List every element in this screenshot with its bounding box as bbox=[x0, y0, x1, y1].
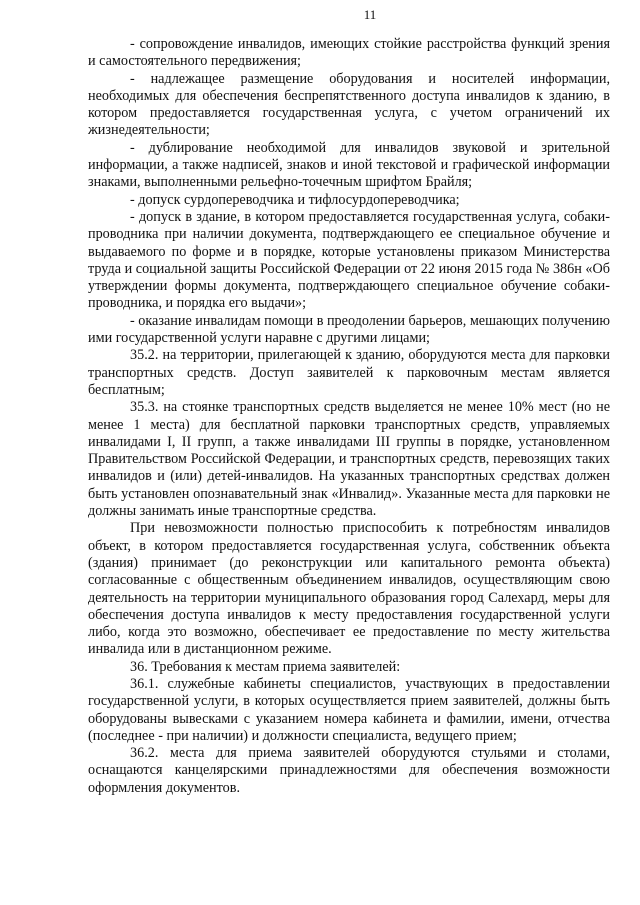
page-number: 11 bbox=[363, 7, 377, 22]
paragraph-equipment-placement: - надлежащее размещение оборудования и носителей информации, необходимых для обеспечения беспрепятственного доступа инвалидов к зданию, в котором предоставляется государственная услуга, с учетом ограничений их жизнедеятельности; bbox=[88, 70, 610, 139]
paragraph-sign-interpreter: - допуск сурдопереводчика и тифлосурдопереводчика; bbox=[130, 191, 460, 208]
paragraph-36: 36. Требования к местам приема заявителей: bbox=[130, 658, 401, 675]
paragraph-35-3: 35.3. на стоянке транспортных средств выделяется не менее 10% мест (но не менее 1 места) для бесплатной парковки транспортных средств, управляемых инвалидами I, II групп, а также инвалидами III группы в порядке, установленном Правительством Российской Федерации, и транспортных средств, перевозящих таких инвалидов и (или) детей-инвалидов. На указанных транспортных средствах должен быть установлен опознавательный знак «Инвалид». Указанные места для парковки не должны занимать иные транспортные средства. bbox=[88, 399, 610, 520]
paragraph-guide-dog: - допуск в здание, в котором предоставляется государственная услуга, собаки-проводника при наличии документа, подтверждающего ее специальное обучение и выдаваемого по форме и в порядке, которые установлены приказом Министерства труда и социальной защиты Российской Федерации от 22 июня 2015 года № 386н «Об утверждении формы документа, подтверждающего специальное обучение собаки-проводника, и порядка его выдачи»; bbox=[88, 208, 610, 312]
paragraph-36-2: 36.2. места для приема заявителей оборудуются стульями и столами, оснащаются канцелярскими принадлежностями для обеспечения возможности оформления документов. bbox=[88, 745, 610, 796]
paragraph-barrier-assistance: - оказание инвалидам помощи в преодолении барьеров, мешающих получению ими государственной услуги наравне с другими лицами; bbox=[88, 312, 610, 347]
paragraph-inaccessible-object: При невозможности полностью приспособить к потребностям инвалидов объект, в котором предоставляется государственная услуга, собственник объекта (здания) принимает (до реконструкции или капитального ремонта объекта) согласованные с общественным объединением инвалидов, осуществляющим свою деятельность на территории муниципального образования город Салехард, меры для обеспечения доступа инвалидов к месту предоставления государственной услуги либо, когда это возможно, обеспечивает ее предоставление по месту жительства инвалида или в дистанционном режиме. bbox=[88, 520, 610, 658]
paragraph-information-duplication: - дублирование необходимой для инвалидов звуковой и зрительной информации, а также надписей, знаков и иной текстовой и графической информации знаками, выполненными рельефно-точечным шрифтом Брайля; bbox=[88, 139, 610, 191]
paragraph-escort-disabled: - сопровождение инвалидов, имеющих стойкие расстройства функций зрения и самостоятельного передвижения; bbox=[88, 36, 610, 70]
document-body bbox=[88, 36, 610, 797]
paragraph-36-1: 36.1. служебные кабинеты специалистов, участвующих в предоставлении государственной услуги, в которых осуществляется прием заявителей, должны быть оборудованы вывесками с указанием номера кабинета и фамилии, имени, отчества (последнее - при наличии) и должности специалиста, ведущего прием; bbox=[88, 675, 610, 744]
paragraph-35-2: 35.2. на территории, прилегающей к зданию, оборудуются места для парковки транспортных средств. Доступ заявителей к парковочным местам является бесплатным; bbox=[88, 347, 610, 398]
